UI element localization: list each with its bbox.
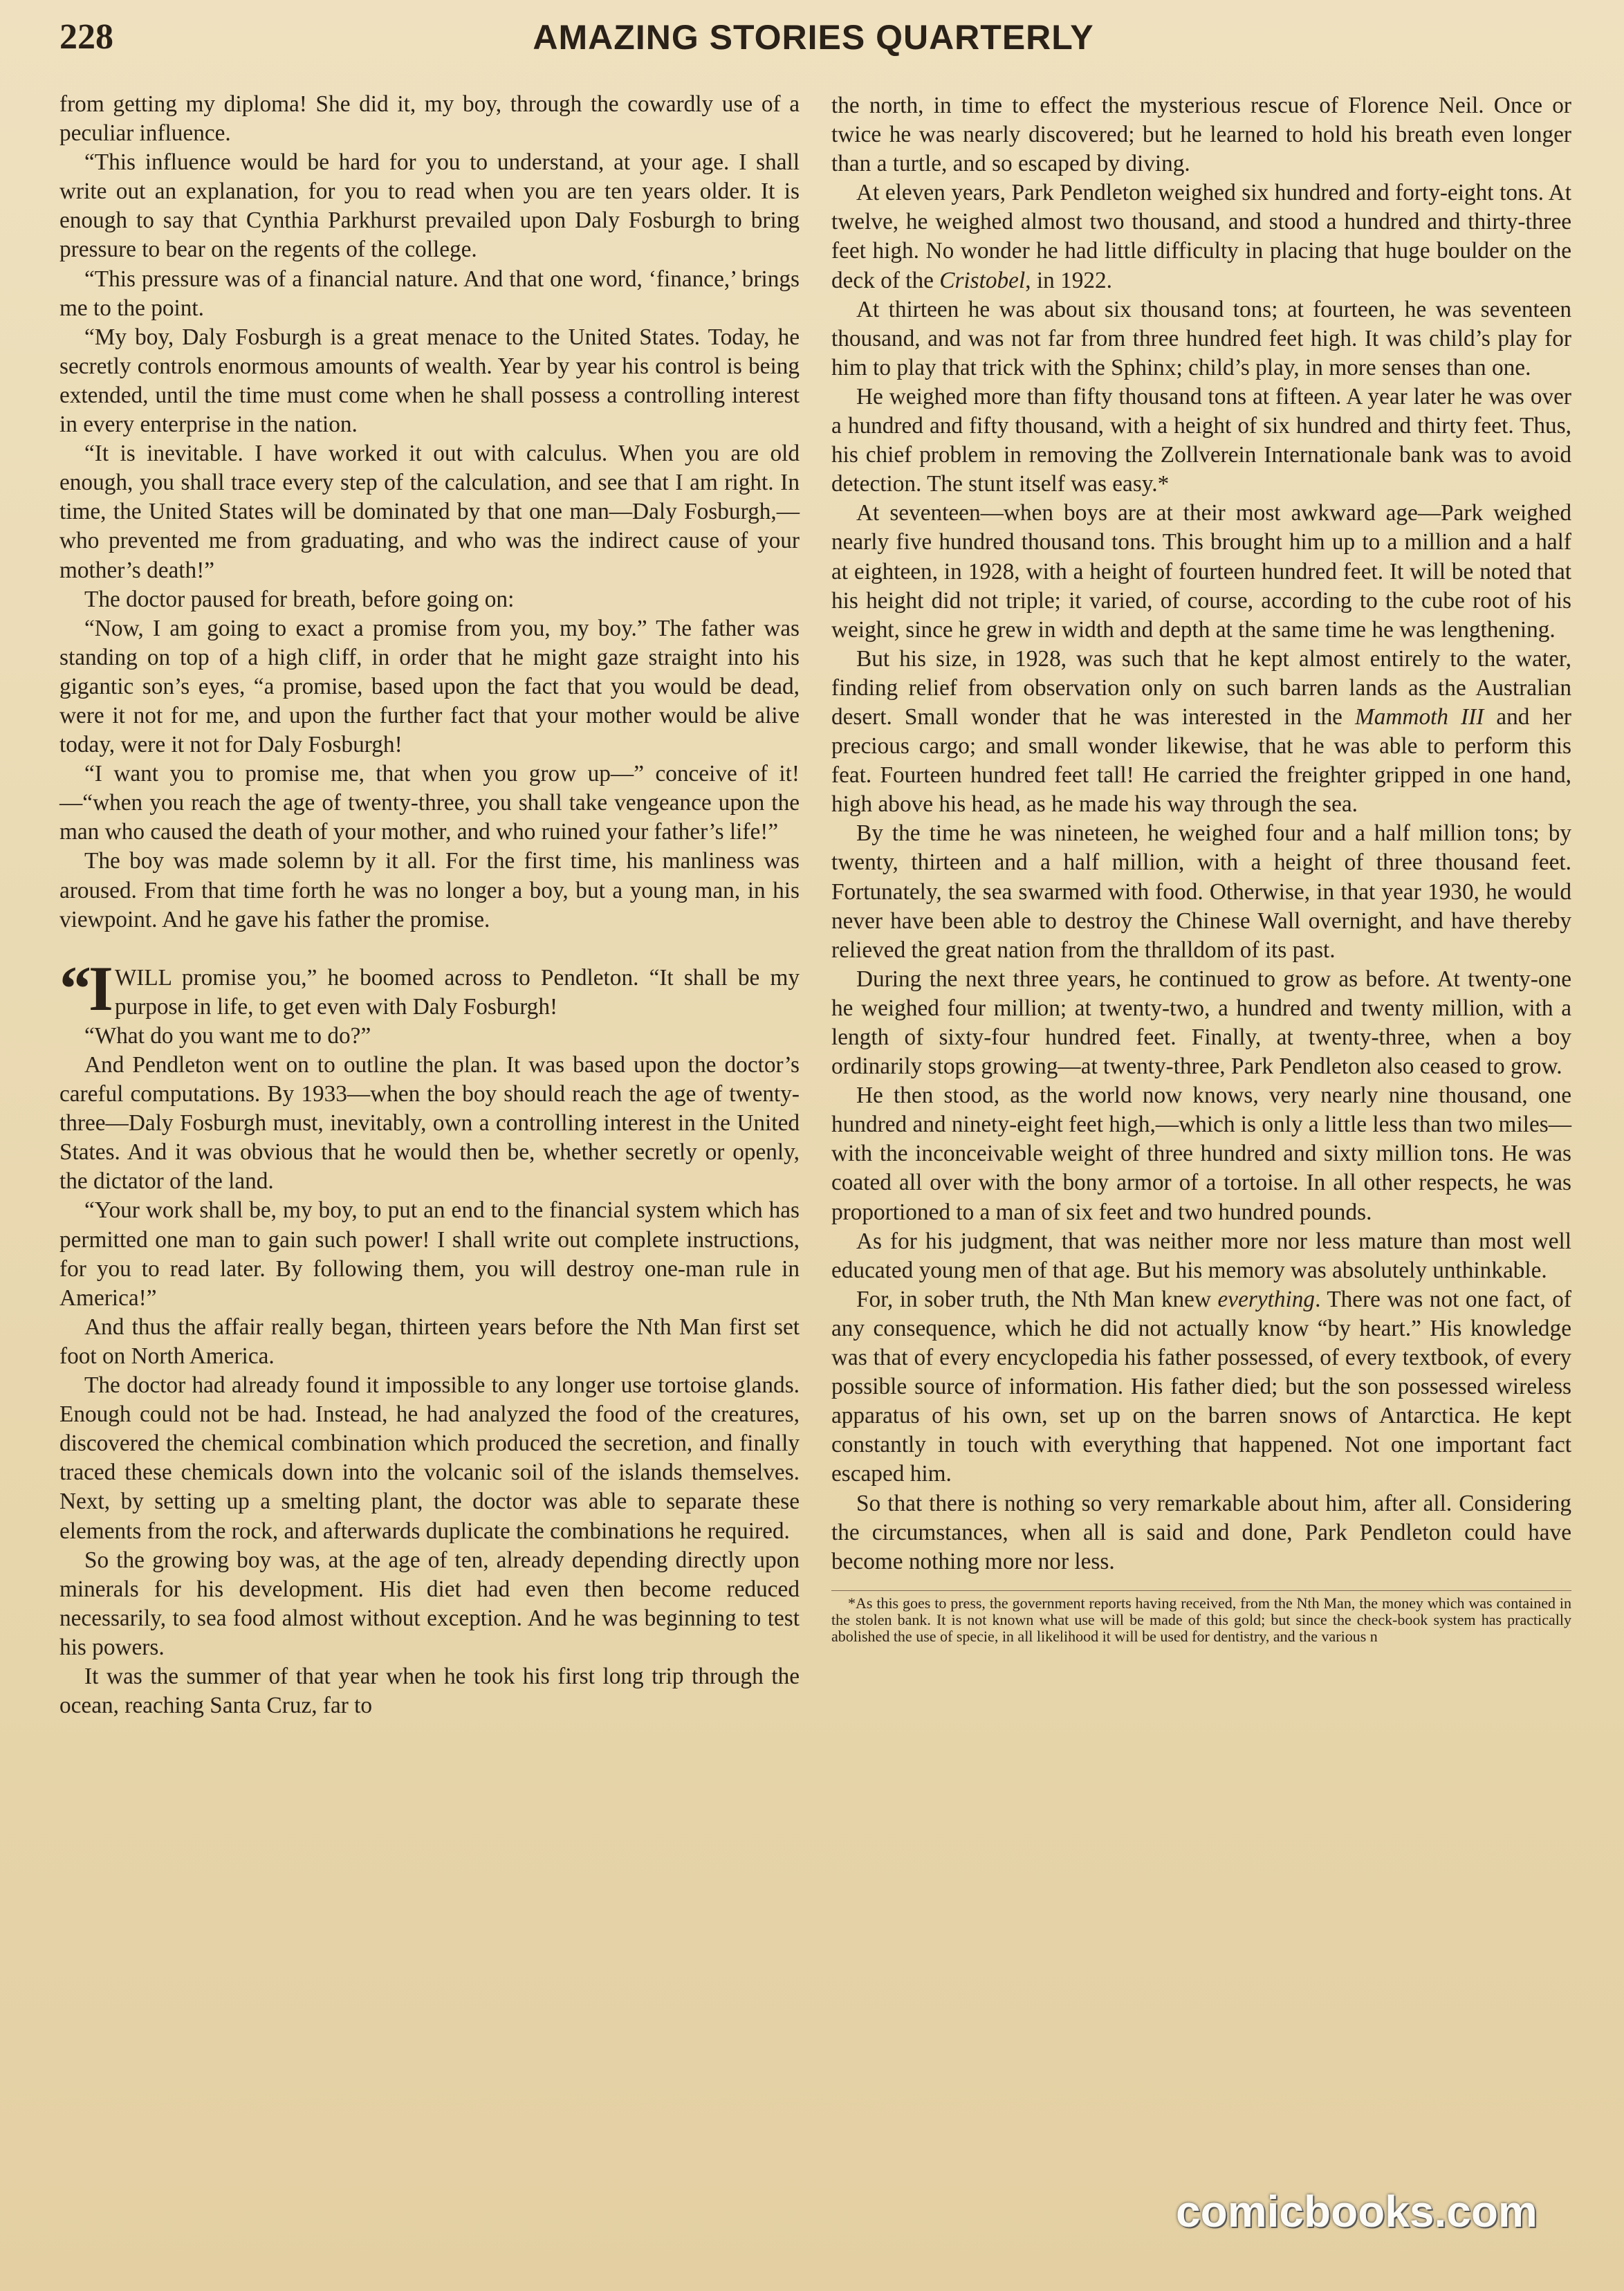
paragraph: And thus the affair really began, thirteen years before the Nth Man first set foot on North America. — [59, 1314, 800, 1369]
paragraph: He then stood, as the world now knows, very nearly nine thousand, one hundred and ninety-eight feet high,—which is only a little less than two miles—with the inconceivable weight of three hundred and sixty million tons. He was coated all over with the bony armor of a tortoise. In all other respects, he was proportioned to a man of six feet and two hundred pounds. — [831, 1083, 1571, 1225]
dropcap-paragraph — [59, 953, 800, 1024]
paragraph: “What do you want me to do?” — [84, 1022, 371, 1049]
paragraph: As for his judgment, that was neither more nor less mature than most well educated young men of that age. But his memory was absolutely unthinkable. — [831, 1228, 1571, 1283]
paragraph: So the growing boy was, at the age of ten, already depending directly upon minerals for his development. His diet had even then become reduced necessarily, to sea food almost without exception. And he was beginning to test his powers. — [59, 1547, 800, 1660]
paragraph: “This influence would be hard for you to understand, at your age. I shall write out an explanation, for you to read when you are ten years older. It is enough to say that Cynthia Parkhurst prevailed upon Daly Fosburgh to bring pressure to bear on the regents of the college. — [59, 149, 800, 263]
italic-title: everything — [1217, 1286, 1316, 1312]
paragraph: And Pendleton went on to outline the plan. It was based upon the doctor’s careful computations. By 1933—when the boy should reach the age of twenty-three—Daly Fosburgh must, inevitably, own a controlling interest in the United States. And it was obvious that he would then be, whether secretly or openly, the dictator of the land. — [59, 1052, 800, 1195]
left-column-paragraphs — [59, 90, 800, 935]
paragraph: By the time he was nineteen, he weighed four and a half million tons; by twenty, thirteen and a half million, with a height of three thousand feet. Fortunately, the sea swarmed with food. Otherwise, in that year 1930, he would never have been able to destroy the Chinese Wall overnight, and have thereby relieved the great nation from the thralldom of its past. — [831, 820, 1571, 963]
paragraph: from getting my diploma! She did it, my boy, through the cowardly use of a peculiar influence. — [59, 91, 800, 147]
paragraph: The boy was made solemn by it all. For the first time, his manliness was aroused. From that time forth he was no longer a boy, but a young man, in his viewpoint. And he gave his father the promise. — [59, 848, 800, 932]
italic-title: Cristobel — [939, 267, 1026, 293]
paragraph: He weighed more than fifty thousand tons at fifteen. A year later he was over a hundred and fifty thousand, with a height of six hundred and thirty feet. Thus, his chief problem in removing the Zollverein Internationale bank was to avoid detection. The stunt itself was easy.* — [831, 383, 1571, 497]
left-column — [59, 90, 800, 1720]
paragraph: “My boy, Daly Fosburgh is a great menace to the United States. Today, he secretly controls enormous amounts of wealth. Year by year his control is being extended, until the time must come when he shall possess a controlling interest in every enterprise in the nation. — [59, 324, 800, 438]
paragraph — [831, 178, 1571, 295]
running-title: AMAZING STORIES QUARTERLY — [533, 18, 1094, 57]
footnote: *As this goes to press, the government reports having received, from the Nth Man, the money which was contained in the stolen bank. It is not known what use will be made of this gold; but since the check-book system has practically abolished the use of specie, in all likelihood it will be used for dentistry, and the various n — [831, 1590, 1571, 1645]
right-column — [831, 91, 1571, 1645]
paragraph: At thirteen he was about six thousand tons; at fourteen, he was seventeen thousand, and was not far from three hundred feet high. It was child’s play for him to play that trick with the Sphinx; child’s play, in more senses than one. — [831, 296, 1571, 380]
paragraph: It was the summer of that year when he took his first long trip through the ocean, reaching Santa Cruz, far to — [59, 1663, 800, 1719]
paragraph: “I want you to promise me, that when you grow up—” conceive of it!—“when you reach the age of twenty-three, you shall take vengeance upon the man who caused the death of your mother, and who ruined your father’s life!” — [59, 761, 800, 845]
paragraph-text-tail: . There was not one fact, of any consequence, which he did not actually know “by heart.” His knowledge was that of every encyclopedia his father possessed, of every textbook, of every possible source of information. His father died; but the son possessed wireless apparatus of his own, set up on the barren snows of Antarctica. He kept constantly in touch with everything that happened. Not one important fact escaped him. — [831, 1286, 1571, 1487]
paragraph: So that there is nothing so very remarkable about him, after all. Considering the circumstances, when all is said and done, Park Pendleton could have become nothing more nor less. — [831, 1490, 1571, 1574]
paragraph: “Your work shall be, my boy, to put an end to the financial system which has permitted one man to gain such power! I shall write out complete instructions, for you to read later. By following them, you will destroy one-man rule in America!” — [59, 1197, 800, 1311]
paragraph: During the next three years, he continued to grow as before. At twenty-one he weighed four million; at twenty-two, a hundred and twenty million, with a length of sixty-four hundred feet. Finally, at twenty-three, when a boy ordinarily stops growing—at twenty-three, Park Pendleton also ceased to grow. — [831, 966, 1571, 1080]
paragraph-text: But his size, in 1928, was such that he kept almost entirely to the water, finding relief from observation only on such barren lands as the Australian desert. Small wonder that he was interested in the — [831, 645, 1571, 730]
italic-title: Mammoth III — [1354, 703, 1484, 730]
paragraph: the north, in time to effect the mysterious rescue of Florence Neil. Once or twice he was nearly discovered; but he learned to hold his breath even longer than a turtle, and so escaped by diving. — [831, 93, 1571, 177]
paragraph: The doctor paused for breath, before going on: — [84, 586, 515, 612]
paragraph-text: For, in sober truth, the Nth Man knew — [856, 1286, 1218, 1312]
paragraph — [831, 1285, 1571, 1489]
paragraph-text-tail: , in 1922. — [1025, 267, 1112, 293]
page-header — [59, 15, 1567, 64]
right-column-paragraphs — [831, 91, 1571, 1576]
page-number: 228 — [59, 17, 113, 57]
paragraph: “Now, I am going to exact a promise from you, my boy.” The father was standing on top of a high cliff, in order that he might gaze straight into his gigantic son’s eyes, “a promise, based upon the fact that you would be dead, were it not for me, and upon the further fact that your mother would be alive today, were it not for Daly Fosburgh! — [59, 615, 800, 758]
watermark-logo: comicbooks.com — [1176, 2187, 1538, 2236]
paragraph — [831, 645, 1571, 820]
paragraph-text-tail: and her precious cargo; and small wonder likewise, that he was able to perform this feat. Fourteen hundred feet tall! He carried the freighter gripped in one hand, high above his head, as he made his way through the sea. — [831, 703, 1571, 818]
dropcap-paragraph-text: WILL promise you,” he boomed across to Pendleton. “It shall be my purpose in life, to get even with Daly Fosburgh! — [114, 964, 800, 1020]
paragraph: “It is inevitable. I have worked it out with calculus. When you are old enough, you shall trace every step of the calculation, and see that I am right. In time, the United States will be dominated by that one man—Daly Fosburgh,—who prevented me from graduating, and who was the indirect cause of your mother’s death!” — [59, 441, 800, 583]
left-column-paragraphs-continued — [59, 1022, 800, 1720]
paragraph-text: At eleven years, Park Pendleton weighed six hundred and forty-eight tons. At twelve, he weighed almost two thousand, and stood a hundred and thirty-three feet high. No wonder he had little difficulty in placing that huge boulder on the deck of the — [831, 180, 1571, 293]
paragraph: “This pressure was of a financial nature. And that one word, ‘finance,’ brings me to the point. — [59, 266, 800, 321]
paragraph: At seventeen—when boys are at their most awkward age—Park weighed nearly five hundred thousand tons. This brought him up to a million and a half at eighteen, in 1928, with a height of fourteen hundred feet. It will be noted that his height did not triple; it varied, of course, according to the cube root of his weight, since he grew in width and depth at the same time he was lengthening. — [831, 500, 1571, 643]
drop-cap: “I — [59, 953, 111, 1024]
paragraph: The doctor had already found it impossible to any longer use tortoise glands. Enough could not be had. Instead, he had analyzed the food of the creatures, discovered the chemical combination which produced the secretion, and finally traced these chemicals down into the volcanic soil of the islands themselves. Next, by setting up a smelting plant, the doctor was able to separate these elements from the rock, and afterwards duplicate the combinations he required. — [59, 1372, 800, 1544]
